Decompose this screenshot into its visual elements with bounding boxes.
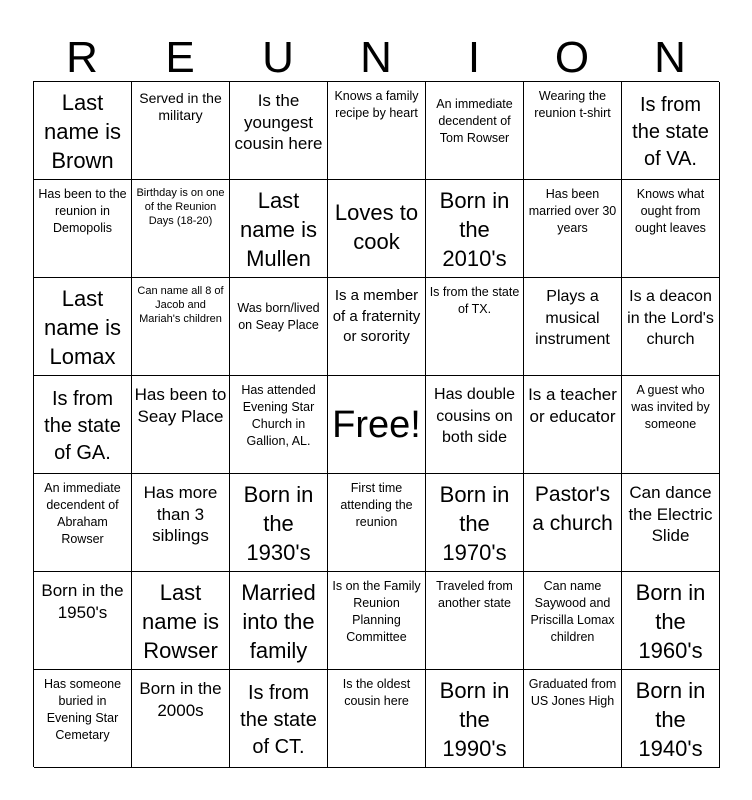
bingo-cell[interactable] <box>622 180 720 278</box>
bingo-cell[interactable] <box>328 278 426 376</box>
cell-text: Born in the 1990's <box>439 678 510 761</box>
cell-text: Last name is Mullen <box>239 188 318 271</box>
cell-text: Has attended Evening Star Church in Gallion, AL. <box>241 383 316 448</box>
cell-text: Wearing the reunion t-shirt <box>534 89 611 120</box>
bingo-cell[interactable] <box>328 670 426 768</box>
cell-text: Is the youngest cousin here <box>234 91 323 153</box>
title-letter-u: U <box>262 33 294 82</box>
bingo-grid <box>33 81 719 767</box>
cell-text: Is on the Family Reunion Planning Committee <box>332 579 421 644</box>
bingo-cell[interactable] <box>132 278 230 376</box>
cell-text: Born in the 1930's <box>243 482 314 565</box>
bingo-cell[interactable] <box>34 572 132 670</box>
free-text: Free! <box>332 403 421 446</box>
cell-text: Born in the 2010's <box>439 188 510 271</box>
bingo-cell[interactable] <box>34 474 132 572</box>
cell-text: Served in the military <box>139 90 222 123</box>
bingo-cell[interactable] <box>34 82 132 180</box>
bingo-cell[interactable] <box>524 572 622 670</box>
bingo-cell[interactable] <box>34 180 132 278</box>
cell-text: Pastor's a church <box>532 483 613 535</box>
cell-text: Is the oldest cousin here <box>342 677 411 708</box>
bingo-cell[interactable] <box>132 670 230 768</box>
bingo-cell[interactable] <box>230 278 328 376</box>
free-space[interactable] <box>328 376 426 474</box>
bingo-cell[interactable] <box>34 376 132 474</box>
bingo-cell[interactable] <box>34 670 132 768</box>
cell-text: Traveled from another state <box>436 579 513 610</box>
cell-text: Married into the family <box>241 580 316 663</box>
bingo-cell[interactable] <box>328 474 426 572</box>
bingo-cell[interactable] <box>230 180 328 278</box>
cell-text: Born in the 1970's <box>439 482 510 565</box>
cell-text: Last name is Brown <box>43 90 122 173</box>
bingo-cell[interactable] <box>426 180 524 278</box>
bingo-cell[interactable] <box>622 82 720 180</box>
cell-text: Is a teacher or educator <box>528 385 617 426</box>
cell-text: Is from the state of VA. <box>632 94 709 170</box>
cell-text: Last name is Lomax <box>43 286 122 369</box>
bingo-cell[interactable] <box>328 82 426 180</box>
cell-text: Can name all 8 of Jacob and Mariah's children <box>137 285 224 325</box>
bingo-cell[interactable] <box>230 474 328 572</box>
title-letter-i: I <box>467 33 481 82</box>
bingo-cell[interactable] <box>230 376 328 474</box>
cell-text: Has been married over 30 years <box>528 187 617 235</box>
cell-text: Born in the 1950's <box>41 581 124 622</box>
bingo-cell[interactable] <box>34 278 132 376</box>
bingo-cell[interactable] <box>132 572 230 670</box>
cell-text: Is from the state of CT. <box>240 682 317 758</box>
title-letter-r: R <box>66 33 98 82</box>
bingo-cell[interactable] <box>328 180 426 278</box>
cell-text: Graduated from US Jones High <box>528 677 617 708</box>
bingo-cell[interactable] <box>132 82 230 180</box>
bingo-cell[interactable] <box>426 474 524 572</box>
cell-text: Birthday is on one of the Reunion Days (18-20) <box>136 187 225 227</box>
cell-text: Born in the 1940's <box>635 678 706 761</box>
title-letter-e: E <box>165 33 195 82</box>
title-letter-n2: N <box>654 33 686 82</box>
bingo-cell[interactable] <box>426 376 524 474</box>
bingo-cell[interactable] <box>426 572 524 670</box>
cell-text: An immediate decendent of Abraham Rowser <box>44 481 121 546</box>
title-letter-o: O <box>554 33 590 82</box>
cell-text: Can name Saywood and Priscilla Lomax children <box>530 579 615 644</box>
cell-text: An immediate decendent of Tom Rowser <box>436 97 513 145</box>
bingo-cell[interactable] <box>132 180 230 278</box>
bingo-cell[interactable] <box>524 180 622 278</box>
cell-text: Knows what ought from ought leaves <box>635 187 706 235</box>
cell-text: Plays a musical instrument <box>535 288 610 348</box>
bingo-cell[interactable] <box>230 572 328 670</box>
title-letter-n: N <box>360 33 392 82</box>
bingo-cell[interactable] <box>524 82 622 180</box>
cell-text: Can dance the Electric Slide <box>628 483 713 545</box>
cell-text: Has double cousins on both side <box>434 386 515 446</box>
cell-text: Is from the state of GA. <box>44 388 121 464</box>
cell-text: Is from the state of TX. <box>429 285 520 316</box>
cell-text: Has been to Seay Place <box>134 385 227 426</box>
cell-text: Knows a family recipe by heart <box>334 89 419 120</box>
cell-text: Has someone buried in Evening Star Cemetary <box>43 677 122 742</box>
cell-text: Last name is Rowser <box>141 580 220 663</box>
bingo-cell[interactable] <box>426 82 524 180</box>
bingo-cell[interactable] <box>426 670 524 768</box>
cell-text: Loves to cook <box>334 200 419 254</box>
bingo-cell[interactable] <box>328 572 426 670</box>
bingo-cell[interactable] <box>132 474 230 572</box>
bingo-cell[interactable] <box>524 474 622 572</box>
bingo-cell[interactable] <box>524 376 622 474</box>
bingo-cell[interactable] <box>622 670 720 768</box>
bingo-cell[interactable] <box>524 278 622 376</box>
bingo-cell[interactable] <box>622 572 720 670</box>
cell-text: First time attending the reunion <box>340 481 413 529</box>
cell-text: Is a deacon in the Lord's church <box>627 288 714 348</box>
bingo-cell[interactable] <box>230 82 328 180</box>
bingo-cell[interactable] <box>230 670 328 768</box>
cell-text: Born in the 1960's <box>635 580 706 663</box>
bingo-title <box>33 34 719 82</box>
bingo-cell[interactable] <box>426 278 524 376</box>
bingo-cell[interactable] <box>622 278 720 376</box>
cell-text: Was born/lived on Seay Place <box>237 301 320 332</box>
cell-text: Has more than 3 siblings <box>143 483 218 545</box>
bingo-cell[interactable] <box>622 474 720 572</box>
cell-text: A guest who was invited by someone <box>631 383 710 431</box>
bingo-cell[interactable] <box>524 670 622 768</box>
bingo-cell[interactable] <box>622 376 720 474</box>
cell-text: Has been to the reunion in Demopolis <box>38 187 127 235</box>
cell-text: Born in the 2000s <box>139 679 222 720</box>
cell-text: Is a member of a fraternity or sorority <box>332 287 421 345</box>
bingo-cell[interactable] <box>132 376 230 474</box>
